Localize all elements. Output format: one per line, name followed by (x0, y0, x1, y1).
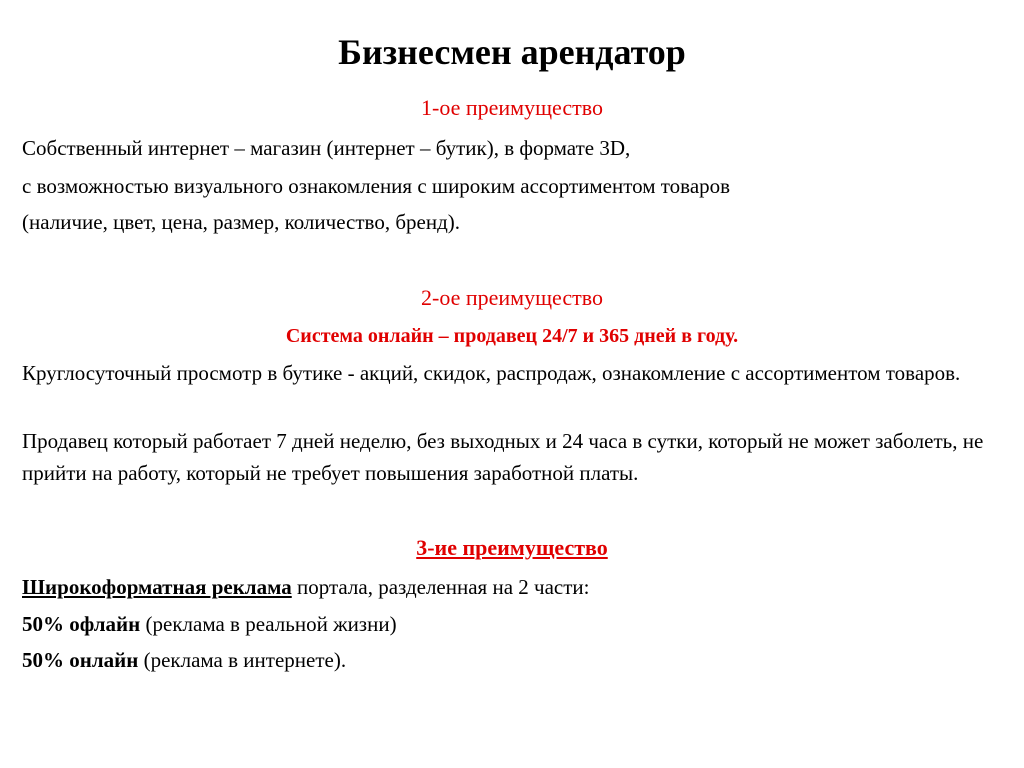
section2-paragraph-2: Продавец который работает 7 дней неделю, без выходных и 24 часа в сутки, который не может заболеть, не прийти на работу, который не требует повышения заработной платы. (22, 429, 984, 485)
online-label: 50% онлайн (22, 648, 139, 672)
online-text: (реклама в интернете). (138, 648, 347, 672)
section1-line-1: Собственный интернет – магазин (интернет – бутик), в формате 3D, (22, 136, 631, 160)
section2-heading: 2-ое преимущество (421, 285, 603, 310)
section1-line-2: с возможностью визуального ознакомления с широким ассортиментом товаров (22, 174, 731, 198)
section2-paragraph-1: Круглосуточный просмотр в бутике - акций, скидок, распродаж, ознакомление с ассортиментом товаров. (22, 361, 961, 385)
section1-line-3: (наличие, цвет, цена, размер, количество, бренд). (22, 210, 460, 234)
wide-format-ad-label: Широкоформатная реклама (22, 575, 292, 599)
section2-subheading: Система онлайн – продавец 24/7 и 365 дней в году. (285, 325, 739, 347)
section3-heading-text: 3-ие преимущество (416, 535, 608, 560)
section3-line-2 (22, 608, 1002, 640)
wide-format-ad-text: портала, разделенная на 2 части: (291, 575, 590, 599)
offline-text: (реклама в реальной жизни) (140, 612, 397, 636)
section3-line-1 (22, 571, 1002, 603)
slide-title: Бизнесмен арендатор (338, 32, 686, 72)
section3-heading (0, 534, 1024, 562)
section1-heading: 1-ое преимущество (421, 95, 603, 120)
section3-line-3 (22, 644, 1002, 676)
offline-label: 50% офлайн (22, 612, 141, 636)
